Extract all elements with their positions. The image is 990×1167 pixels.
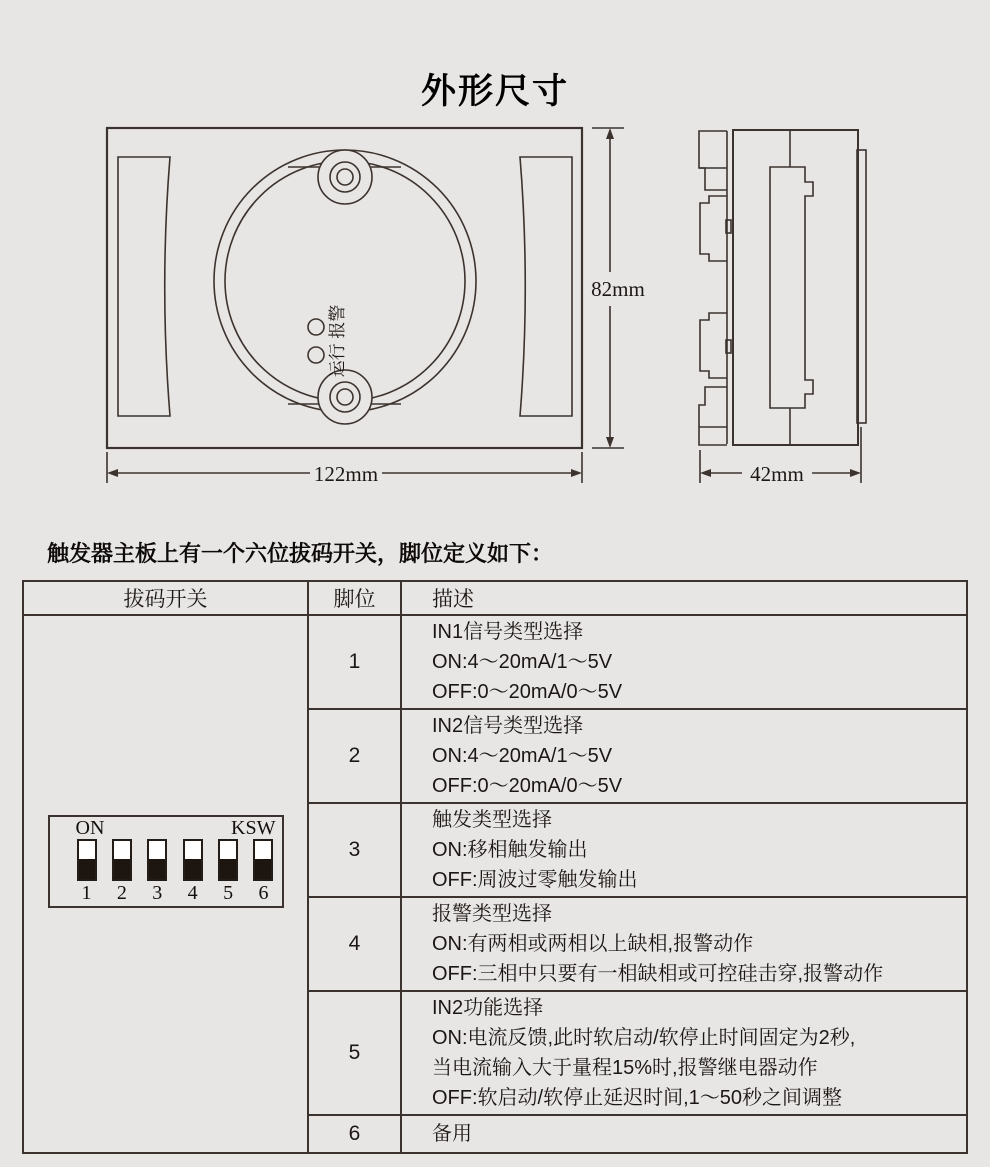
arrow-left xyxy=(700,469,711,477)
pin-number: 3 xyxy=(308,803,401,897)
dip-lever xyxy=(112,839,132,881)
dip-switch-cell xyxy=(23,615,308,1153)
dip-lever xyxy=(253,839,273,881)
description-line: OFF:0～20mA/0～5V xyxy=(432,775,623,797)
side-view-drawing xyxy=(699,130,866,445)
pin-description xyxy=(401,709,967,803)
side-slot xyxy=(770,167,813,408)
dip-on-label: ON xyxy=(75,816,105,839)
dip-lever xyxy=(147,839,167,881)
description-line: OFF:周波过零触发输出 xyxy=(432,869,638,891)
description-line: OFF:0～20mA/0～5V xyxy=(432,681,623,703)
dip-lever-slider xyxy=(149,859,165,879)
description-line: ON:4～20mA/1～5V xyxy=(432,651,613,673)
description-line: OFF:软启动/软停止延迟时间,1～50秒之间调整 xyxy=(432,1087,843,1109)
arrow-right xyxy=(850,469,861,477)
dip-position-number: 1 xyxy=(81,881,92,904)
dip-lever-slider xyxy=(220,859,236,879)
table-row xyxy=(23,615,967,709)
pin-description xyxy=(401,1115,967,1153)
description-line: 当电流输入大于量程15%时,报警继电器动作 xyxy=(432,1057,818,1079)
pin-number: 4 xyxy=(308,897,401,991)
alarm-led-circle xyxy=(308,319,324,335)
pin-description xyxy=(401,615,967,709)
terminal-block-4 xyxy=(699,387,727,445)
table-header-row xyxy=(23,581,967,615)
led-labels: 运行 报警 xyxy=(328,304,347,378)
description-line: ON:4～20mA/1～5V xyxy=(432,745,613,767)
description-line: ON:电流反馈,此时软启动/软停止时间固定为2秒, xyxy=(432,1027,856,1049)
terminal-block-3 xyxy=(700,313,727,378)
bottom-screw-outer xyxy=(330,382,360,412)
top-screw-outer xyxy=(330,162,360,192)
dip-switch-unit xyxy=(215,839,241,904)
pin-description xyxy=(401,897,967,991)
dip-switch-labels xyxy=(50,817,282,838)
arrow-down xyxy=(606,437,614,448)
dip-position-number: 2 xyxy=(116,881,127,904)
description-line: IN2功能选择 xyxy=(432,997,544,1019)
pin-description xyxy=(401,991,967,1115)
dip-lever-slider xyxy=(114,859,130,879)
description-line: OFF:三相中只要有一相缺相或可控硅击穿,报警动作 xyxy=(432,963,884,985)
dip-position-number: 5 xyxy=(223,881,234,904)
dip-lever-slider xyxy=(185,859,201,879)
depth-dimension-label: 42mm xyxy=(750,462,804,486)
arrow-left xyxy=(107,469,118,477)
terminal-block-2 xyxy=(700,196,727,261)
dip-switch-graphic xyxy=(48,815,284,908)
width-dimension-label: 122mm xyxy=(313,462,379,486)
description-line: ON:移相触发输出 xyxy=(432,839,588,861)
dip-switch-definition-table xyxy=(22,580,968,1154)
header-description: 描述 xyxy=(401,581,967,615)
left-flange xyxy=(118,157,170,416)
dip-switch-unit xyxy=(180,839,206,904)
description-line: 备用 xyxy=(432,1123,472,1145)
dimension-drawings xyxy=(0,0,990,510)
header-dip-switch: 拔码开关 xyxy=(23,581,308,615)
dip-lever-slider xyxy=(79,859,95,879)
description-line: IN1信号类型选择 xyxy=(432,621,584,643)
side-body xyxy=(733,130,858,445)
dip-position-number: 6 xyxy=(258,881,269,904)
description-line: ON:有两相或两相以上缺相,报警动作 xyxy=(432,933,754,955)
header-pin: 脚位 xyxy=(308,581,401,615)
description-line: 触发类型选择 xyxy=(432,809,552,831)
dip-position-number: 4 xyxy=(187,881,198,904)
front-dimension-lines xyxy=(107,128,645,486)
pin-number: 5 xyxy=(308,991,401,1115)
pin-number: 1 xyxy=(308,615,401,709)
arrow-right xyxy=(571,469,582,477)
dip-lever xyxy=(183,839,203,881)
dip-lever xyxy=(218,839,238,881)
dip-lever-slider xyxy=(255,859,271,879)
pin-number: 2 xyxy=(308,709,401,803)
right-flange xyxy=(520,157,572,416)
dip-switch-unit xyxy=(250,839,276,904)
dip-position-number: 3 xyxy=(152,881,163,904)
dip-switch-unit xyxy=(109,839,135,904)
pin-description xyxy=(401,803,967,897)
intro-text: 触发器主板上有一个六位拔码开关，脚位定义如下： xyxy=(47,541,554,566)
side-dimension-lines xyxy=(700,427,861,486)
description-line: IN2信号类型选择 xyxy=(432,715,584,737)
front-view-drawing xyxy=(107,128,582,448)
dip-ksw-label: KSW xyxy=(231,816,276,839)
dip-lever xyxy=(77,839,97,881)
arrow-up xyxy=(606,128,614,139)
height-dimension-label: 82mm xyxy=(591,277,645,301)
page-title: 外形尺寸 xyxy=(420,72,569,111)
description-line: 报警类型选择 xyxy=(432,903,552,925)
dip-switch-unit xyxy=(144,839,170,904)
pin-number: 6 xyxy=(308,1115,401,1153)
terminal-block-1 xyxy=(699,131,727,190)
run-led-circle xyxy=(308,347,324,363)
dip-switch-unit xyxy=(74,839,100,904)
